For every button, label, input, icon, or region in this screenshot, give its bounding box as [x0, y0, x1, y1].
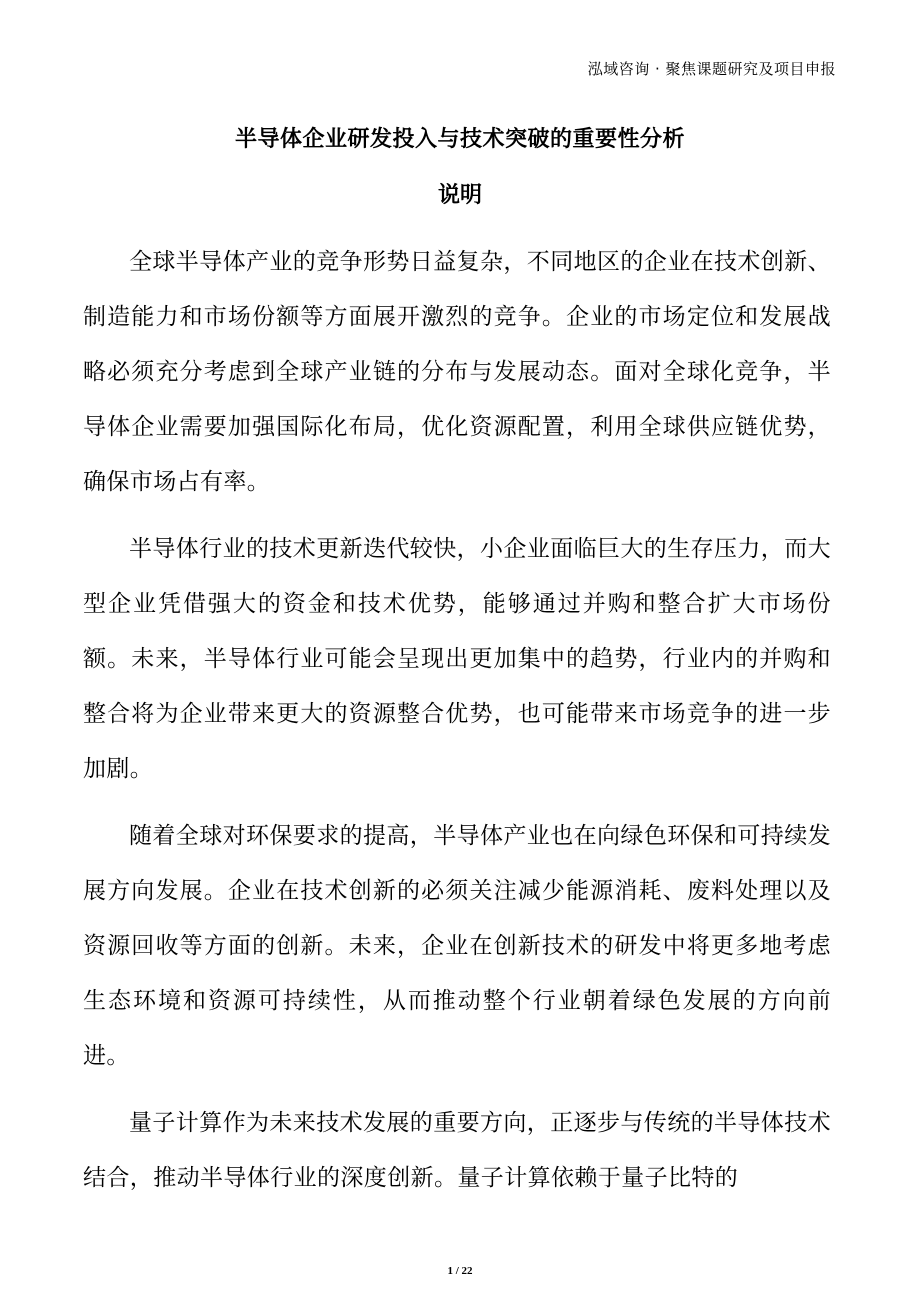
document-body	[83, 235, 831, 1218]
paragraph: 量子计算作为未来技术发展的重要方向，正逐步与传统的半导体技术结合，推动半导体行业的深度创新。量子计算依赖于量子比特的	[83, 1110, 831, 1191]
document-title: 半导体企业研发投入与技术突破的重要性分析	[234, 127, 685, 152]
paragraph: 全球半导体产业的竞争形势日益复杂，不同地区的企业在技术创新、制造能力和市场份额等方面展开激烈的竞争。企业的市场定位和发展战略必须充分考虑到全球产业链的分布与发展动态。面对全球化竞争，半导体企业需要加强国际化布局，优化资源配置，利用全球供应链优势，确保市场占有率。	[83, 249, 831, 495]
paragraph: 随着全球对环保要求的提高，半导体产业也在向绿色环保和可持续发展方向发展。企业在技术创新的必须关注减少能源消耗、废料处理以及资源回收等方面的创新。未来，企业在创新技术的研发中将更多地考虑生态环境和资源可持续性，从而推动整个行业朝着绿色发展的方向前进。	[83, 823, 831, 1069]
document-subtitle: 说明	[437, 183, 482, 208]
header-note: 泓域咨询 · 聚焦课题研究及项目申报	[587, 60, 836, 78]
paragraph: 半导体行业的技术更新迭代较快，小企业面临巨大的生存压力，而大型企业凭借强大的资金和技术优势，能够通过并购和整合扩大市场份额。未来，半导体行业可能会呈现出更加集中的趋势，行业内的并购和整合将为企业带来更大的资源整合优势，也可能带来市场竞争的进一步加剧。	[83, 536, 831, 782]
page-number: 1 / 22	[447, 1265, 473, 1277]
